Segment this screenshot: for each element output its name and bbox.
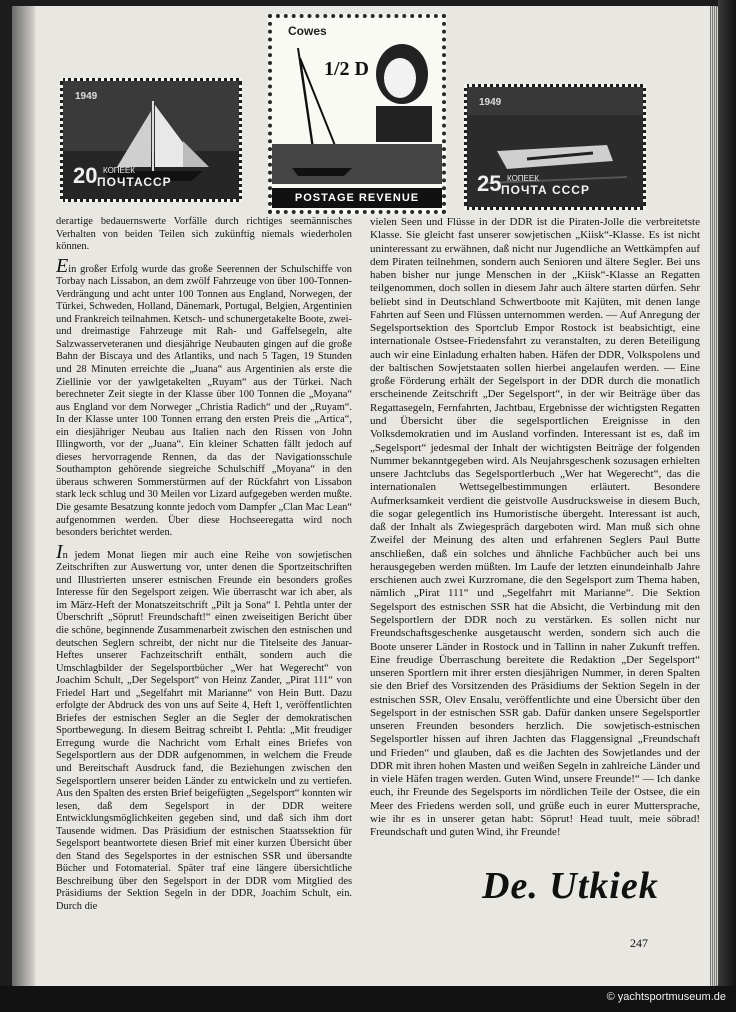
stamp-right-year: 1949 bbox=[479, 97, 502, 108]
stamp-left-country: ПОЧТАССР bbox=[97, 175, 172, 189]
paragraph-text: in großer Erfolg wurde das große Seerennen der Schulschiffe von Torbay nach Lissabon, an dem zwölf Fahrzeuge von über 100-Tonnen-Verdrängung und acht unter 100 Tonnen aus England, Norwegen, der Türkei, Schweden, Holland, Dänemark, Portugal, Belgien, Argentinien und Frankreich teilnahmen. Ketsch- und schunergetakelte Boote, zwei- und dreimastige Fahrzeuge mit Rah- und Gaffelsegeln, alte Salzwasserveteranen und diesjährige Neubauten gingen auf die große Bahn der Biscaya und des Atlantiks, und nach 5 Tagen, 19 Stunden und 28 Minuten erreichte die „Juana“ aus Argentinien als erste die Ziellinie vor der yawlgetakelten „Ruyam“ aus der Türkei. Nach berechneter Zeit siegte in der Klasse über 100 Tonnen die „Moyana“ aus England vor dem Norweger „Christia Radich“ und der „Ruyam“. In der Klasse unter 100 Tonnen errang den ersten Preis die „Artica“, ein diesjähriger Neubau aus Italien nach den Rissen von John Illingworth, vor der „Juana“. Ein kleiner Schatten fällt jedoch auf dieses hervorragende Rennen, da das der Navigationsschule Southampton gehörende siegreiche Schulschiff „Moyana“ in den überaus schweren Sommerstürmen auf der Rückfahrt von Lissabon stark leck schlug und 30 Meilen vor Lizard aufgegeben werden mußte. Die gesamte Besatzung konnte jedoch vom Dampfer „Clan Mac Lean“ aufgenommen werden. Über diese Hochseeregatta wird noch besonders berichtet werden. bbox=[56, 263, 352, 539]
stamp-center-value: 1/2 D bbox=[324, 58, 369, 80]
page-number: 247 bbox=[630, 936, 648, 950]
page-edge-stack bbox=[710, 6, 718, 986]
stamp-center-footer: POSTAGE REVENUE bbox=[272, 188, 442, 208]
book-spine bbox=[718, 0, 736, 1012]
stamp-left-year: 1949 bbox=[75, 91, 98, 102]
paragraph: vielen Seen und Flüsse in der DDR ist die Piraten-Jolle die verbreitetste Klasse. Sie gleicht fast unserer sowjetischen „Kiisk“-Klasse. Es ist nicht uninteressant zu erwähnen, daß nicht nur Jugendliche an Wettkämpfen auf dem Piraten teilnehmen, sondern auch Senioren und ältere Segler. Bei uns haben bisher nur junge Menschen in der „Kiisk“-Klasse an Regatten teilgenommen, doch sollen in diesem Jahr auch ältere starten dürfen. Sehr beliebt sind in Deutschland Schwertboote mit Kajüten, mit denen lange Fahrten auf Seen und Flüssen unternommen werden. — Auf Anregung der Segelsportsektion des Sportclub Empor Rostock ist beabsichtigt, eine internationale Ostsee-Friedensfahrt zu veranstalten, zu deren Beteiligung auch wir eine Einladung erhalten haben. Häfen der DDR, Volkspolens und der baltischen Sowjetstaaten sollen hierbei angelaufen werden. — Eine große Förderung erhält der Segelsport in der DDR durch die monatlich erscheinende Zeitschrift „Der Segelsport“, in der wir Beiträge über das Regattasegeln, Fernfahrten, Jachtbau, Ergebnisse der wichtigsten Regatten und Übersicht über die segelsportlichen Ereignisse in den Volksdemokratien und im Ausland vorfinden. Interessant ist es, daß im „Segelsport“ jedesmal der Inhalt der wichtigsten Beiträge der folgenden Nummer bekanntgegeben wird. Als Neujahrsgeschenk sozusagen erhielten unsere Jachtclubs das Segelsportlerbuch „Wer hat Wegerecht“, das die internationalen Wettsegelbestimmungen erläutert. Besondere Aufmerksamkeit verdient die geistvolle Ausdrucksweise in diesem Buch, die sogar gelegentlich ins Humoristische übergeht. Interessant ist auch, daß der Inhalt als Zwiegespräch dargeboten wird. Man muß sich ohne Zweifel der Meinung des alten und erfahrenen Seglers Paul Butte anschließen, daß ein solches und ähnliche Fachbücher auch bei uns herausgegeben werden müßten. Im Laufe der letzten einundeinhalb Jahre erschienen auch zwei Kurzromane, die den Segelsport zum Thema haben, nämlich „Pirat 111“ und „Segelfahrt mit Marianne“. Die Sektion Segelsport des estnischen SSR hat die Absicht, die Verbindung mit den Segelsportlern der DDR noch zu verstärken. Es sollen nicht nur Freundschaftsgeschenke ausgetauscht werden, sondern sich auch die Boote unserer Länder in Rostock und in Tallinn in naher Zukunft treffen. Eine freudige Überraschung bereitete die Redaktion „Der Segelsport“ unseren Sportlern mit ihrer ersten diesjährigen Nummer, in deren Spalten sie den Brief des Vorsitzenden des Präsidiums der Sektion Segeln in der estnischen SSR, Olev Ensalu, veröffentlichte und eine Übersicht über den Segelsport in der estnischen SSR gab. Dafür danken unsere Segelsportler unseren Freunden besonders herzlich. Die sowjetisch-estnischen Segelsportler hissen auf ihren Jachten das Flaggensignal „Freundschaft und Frieden“ und glauben, daß es die Jachten des Sowjetlandes und der DDR mit ihren hohen Masten und weißen Segeln in zahlreiche Länder und in viele Häfen tragen werden. Guten Wind, unsere Freunde!“ — Ich danke euch, ihr Freunde des Segelsports im nördlichen Teile der Ostsee, die ein Meer des Friedens werden soll, und grüße euch in eurer Muttersprache, wie ihr es in unserer getan habt: Söprut! Head tuult, meie söbrad! Freundschaft und guten Wind, ihr Freunde! bbox=[370, 216, 700, 839]
stamp-center-place: Cowes bbox=[288, 24, 327, 38]
paragraph: derartige bedauernswerte Vorfälle durch richtiges seemännisches Verhalten von beiden Teilen sich zukünftig niemals wiederholen können. bbox=[56, 216, 352, 253]
copyright-watermark: © yachtsportmuseum.de bbox=[606, 991, 726, 1003]
left-text-column bbox=[56, 216, 352, 920]
queen-portrait-illustration bbox=[272, 18, 442, 210]
stamp-right-country: ПОЧТА СССР bbox=[501, 183, 590, 197]
stamp-right bbox=[464, 84, 646, 210]
paragraph bbox=[56, 254, 352, 540]
stamp-center bbox=[268, 14, 446, 214]
book-page bbox=[12, 6, 718, 986]
stamp-left-value: 20 bbox=[73, 163, 98, 188]
drop-initial: I bbox=[56, 540, 63, 563]
stamp-right-currency: КОПЕЕК bbox=[507, 174, 539, 183]
stamp-left-currency: КОПЕЕК bbox=[103, 166, 135, 175]
stamp-left bbox=[60, 78, 242, 202]
drop-initial: E bbox=[56, 254, 69, 277]
page-gutter-shadow bbox=[12, 6, 36, 986]
right-text-column bbox=[370, 216, 700, 845]
paragraph-text: n jedem Monat liegen mir auch eine Reihe von sowjetischen Zeitschriften zur Auswertung vor, unter denen die Sportzeitschriften und Illustrierten unserer estnischen Freunde ein besonders großes Interesse für den Segelsport zeigen. Wie überrascht war ich aber, als im März-Heft der Monatszeitschrift „Pilt ja Sona“ I. Pehtla unter der Überschrift „Söprut! Freundschaft!“ einen zweiseitigen Bericht über die schöne, beginnende Zusammenarbeit zwischen den estnischen und deutschen Seglern schreibt, der nicht nur die Titelseite des Januar-Heftes unserer Fachzeitschrift enthält, sondern auch die Umschlagbilder der Segelsportbücher „Wer hat Wegerecht“ von Joachim Schult, „Der Segelsport“ von Heinz Zander, „Pirat 111“ von Friedel Hart und „Segelfahrt mit Marianne“ von Hein Butt. Dazu erfolgte der Abdruck des von uns auf Seite 4, Heft 1, veröffentlichten Briefes der estnischen Segler an die Segler der demokratischen Sportbewegung. In diesem Beitrag schreibt I. Pehtla: „Mit freudiger Erregung wurde die Nachricht vom Erhalt eines Briefes von Segelsportlern aus der DDR aufgenommen, in welchem die Freude und Bereitschaft Ausdruck fand, die Beziehungen zwischen den Segelsportlern unserer beiden Länder zu entwickeln und zu vertiefen. Aus den Spalten des ersten Brief beigefügten „Segelsport“ konnten wir lesen, daß dem Segelsport in der DDR weitere Entwicklungsmöglichkeiten gegeben sind, und daß sich ihm dort Tausende widmen. Das Präsidium der estnischen Staatssektion für Segelsport beantwortete diesen Brief mit einer kurzen Übersicht über den Stand des Segelsportes in der estnischen SSR und übersandte Bücher und Fotomaterial. Später traf eine längere übersichtliche Beschreibung über den Segelsport in der DDR vom Mitglied des Präsidiums der Sektion Segeln in der DDR, Joachim Schult, ein. Durch die bbox=[56, 549, 352, 912]
stamp-right-value: 25 bbox=[477, 171, 502, 196]
author-signature: De. Utkiek bbox=[482, 865, 659, 907]
paragraph bbox=[56, 540, 352, 914]
